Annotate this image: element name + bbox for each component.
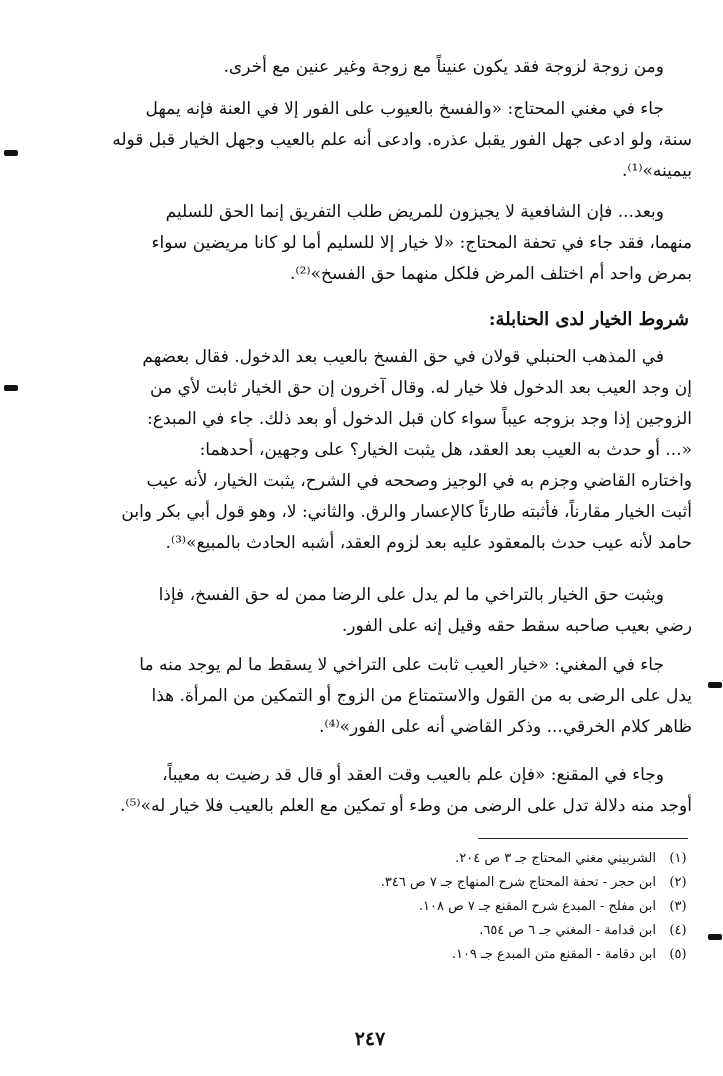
text-line: أوجد منه دلالة تدل على الرضى من وطء أو تمكين مع العلم بالعيب فلا خيار له»⁽⁵⁾. [120, 796, 692, 816]
paragraph-6 [74, 650, 692, 743]
paragraph-4 [74, 342, 692, 559]
text-line: أثبت الخيار مقارناً، فأثبته طارئاً كالإعسار والرق. والثاني: لا، وهو قول أبي بكر وابن [121, 502, 692, 522]
footnote-number: (١) [669, 850, 687, 866]
text-line: إن وجد العيب بعد الدخول فلا خيار له. وقال آخرون إن حق الخيار ثابت لأي من [150, 378, 692, 398]
text-line: بمرض واحد أم اختلف المرض فلكل منهما حق الفسخ»⁽²⁾. [289, 264, 692, 284]
text-line: في المذهب الحنبلي قولان في حق الفسخ بالعيب بعد الدخول. فقال بعضهم [142, 347, 664, 367]
paragraph-5 [74, 580, 692, 642]
footnote-number: (٥) [669, 946, 687, 962]
paragraph-3 [74, 197, 692, 290]
text-line: جاء في مغني المحتاج: «والفسخ بالعيوب على الفور إلا في العنة فإنه يمهل [145, 99, 664, 119]
text-line: ومن زوجة لزوجة فقد يكون عنيناً مع زوجة وغير عنين مع أخرى. [223, 57, 664, 77]
footnote-number: (٣) [669, 898, 687, 914]
footnote [200, 918, 700, 942]
text-line: الزوجين إذا وجد بزوجه عيباً سواء كان قبل الدخول أو بعد ذلك. جاء في المبدع: [147, 409, 692, 429]
footnote-text: الشربيني مغني المحتاج جـ ٣ ص ٢٠٤. [455, 850, 656, 866]
text-line: بيمينه»⁽¹⁾. [621, 161, 692, 181]
footnote-number: (٢) [669, 874, 687, 890]
text-line: رضي بعيب صاحبه سقط حقه وقيل إنه على الفور. [341, 616, 692, 636]
text-line: حامد لأنه عيب حدث بالمعقود عليه بعد لزوم العقد، أشبه الحادث بالمبيع»⁽³⁾. [165, 533, 692, 553]
text-line: ظاهر كلام الخرقي... وذكر القاضي أنه على الفور»⁽⁴⁾. [319, 717, 692, 737]
paragraph-7 [74, 760, 692, 822]
footnote [200, 894, 700, 918]
scan-margin-mark [708, 682, 722, 688]
text-line: ويثبت حق الخيار بالتراخي ما لم يدل على الرضا ممن له حق الفسخ، فإذا [158, 585, 664, 605]
footnote-text: ابن حجر - تحفة المحتاج شرح المنهاج جـ ٧ ص ٣٤٦. [380, 874, 656, 890]
text-line: منهما، فقد جاء في تحفة المحتاج: «لا خيار إلا للسليم أما لو كانا مريضين سواء [151, 233, 692, 253]
text-line: وجاء في المقنع: «فإن علم بالعيب وقت العقد أو قال قد رضيت به معيباً، [162, 765, 664, 785]
section-heading: شروط الخيار لدى الحنابلة: [488, 309, 689, 330]
text-line: جاء في المغني: «خيار العيب ثابت على التراخي لا يسقط ما لم يوجد منه ما [139, 655, 664, 675]
footnote-text: ابن مفلح - المبدع شرح المقنع جـ ٧ ص ١٠٨. [418, 898, 656, 914]
page-number: ٢٤٧ [354, 1028, 386, 1050]
text-line: وبعد... فإن الشافعية لا يجيزون للمريض طلب التفريق إنما الحق للسليم [165, 202, 664, 222]
text-line: «... أو حدث به العيب بعد العقد، هل يثبت الخيار؟ على وجهين، أحدهما: [199, 440, 692, 460]
footnote-text: ابن قدامة - المغني جـ ٦ ص ٦٥٤. [479, 922, 656, 938]
footnote-separator [478, 838, 688, 839]
scan-margin-mark [4, 385, 18, 391]
text-line: يدل على الرضى به من القول والاستمتاع من الزوج أو التمكين من المرأة. هذا [151, 686, 692, 706]
footnote [200, 942, 700, 966]
text-line: واختاره القاضي وجزم به في الوجيز وصححه في الشرح، يثبت الخيار، لأنه عيب [146, 471, 692, 491]
footnote [200, 846, 700, 870]
scan-margin-mark [4, 150, 18, 156]
paragraph-2 [74, 94, 692, 187]
footnote-number: (٤) [669, 922, 687, 938]
text-line: سنة، ولو ادعى جهل الفور يقبل عذره. وادعى أنه علم بالعيب وجهل الخيار قبل قوله [112, 130, 692, 150]
footnote-text: ابن دقامة - المقنع متن المبدع جـ ١٠٩. [451, 946, 656, 962]
footnotes [200, 846, 700, 966]
footnote [200, 870, 700, 894]
paragraph-1 [74, 52, 692, 83]
scan-margin-mark [708, 934, 722, 940]
